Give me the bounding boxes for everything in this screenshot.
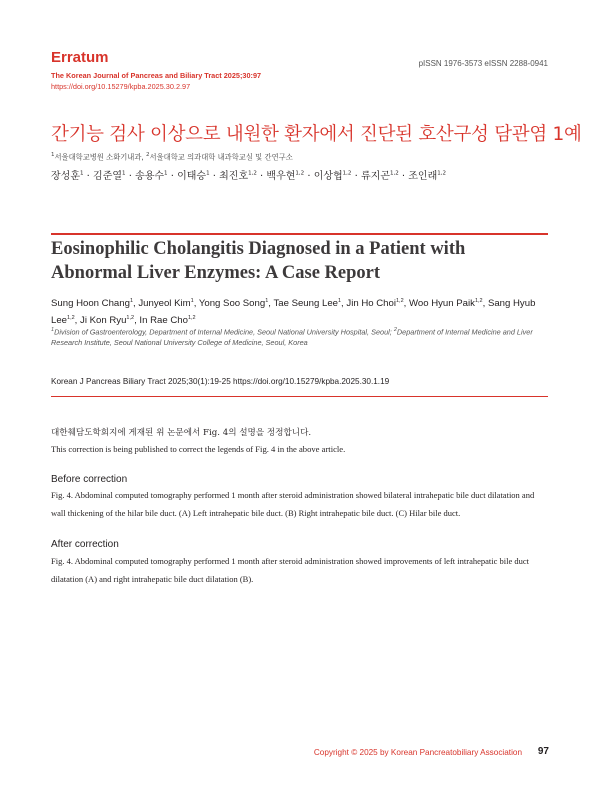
affiliation-sup: 1 bbox=[51, 152, 55, 158]
author-affiliation-sup: 1,2 bbox=[126, 315, 135, 322]
original-article-citation: Korean J Pancreas Biliary Tract 2025;30(1):19-25 https://doi.org/10.15279/kpba.2025.30.1.19 bbox=[51, 377, 390, 386]
author-name: 송용수 bbox=[135, 171, 165, 182]
page-number: 97 bbox=[537, 746, 549, 757]
author-name: 백우현 bbox=[266, 171, 296, 182]
author-name: Jin Ho Choi bbox=[346, 298, 396, 310]
before-correction-text: Fig. 4. Abdominal computed tomography performed 1 month after steroid administration showed bilateral intrahepatic bile duct dilatation and wall thickening of the hilar bile duct. (A) Left intrahepatic bile duct. (B) Right intrahepatic bile duct. (C) Hilar bile duct. bbox=[51, 490, 535, 518]
author-affiliation-sup: 1 bbox=[337, 298, 342, 304]
author-name: Tae Seung Lee bbox=[273, 298, 338, 310]
author-name: 장성훈 bbox=[51, 171, 80, 182]
author-affiliation-sup: 1,2 bbox=[187, 315, 196, 322]
korean-authors: 장성훈$^1$ · 김준열$^1$ · 송용수$^1$ · 이태승$^1$ · 최진호$^{1,2}$ · 백우현$^{1,2}$ · 이상협$^{1,2}$ · 류지곤$^{1,2}$ · 조인래$^{1,2}$ bbox=[51, 170, 446, 182]
affiliation-sup: 2 bbox=[146, 152, 150, 158]
english-authors: Sung Hoon Chang$^1$, Junyeol Kim$^1$, Yong Soo Song$^1$, Tae Seung Lee$^1$, Jin Ho Choi$^{1,2}$, Woo Hyun Paik$^{1,2}$, Sang Hyub Lee$^{1,2}$, Ji Kon Ryu$^{1,2}$, In Rae Cho$^{1,2}$ bbox=[51, 298, 536, 327]
author-name: Yong Soo Song bbox=[198, 298, 266, 310]
intro-korean: 대한췌담도학회지에 게재된 위 논문에서 Fig. 4의 설명을 정정합니다. bbox=[51, 428, 312, 438]
author-affiliation-sup: 1 bbox=[265, 298, 269, 304]
author-affiliation-sup: 1,2 bbox=[395, 298, 404, 304]
before-correction-heading: Before correction bbox=[51, 474, 128, 485]
author-name: 이태승 bbox=[177, 171, 207, 182]
author-affiliation-sup: 1 bbox=[190, 298, 194, 304]
author-name: Ji Kon Ryu bbox=[80, 315, 127, 327]
author-name: 류지곤 bbox=[360, 171, 390, 182]
author-affiliation-sup: 1,2 bbox=[389, 170, 399, 177]
author-name: Woo Hyun Paik bbox=[408, 298, 475, 310]
author-name: 이상협 bbox=[313, 171, 343, 182]
author-affiliation-sup: 1,2 bbox=[474, 298, 483, 304]
english-affiliations bbox=[51, 325, 548, 348]
author-affiliation-sup: 1,2 bbox=[67, 315, 75, 322]
author-affiliation-sup: 1,2 bbox=[295, 170, 305, 177]
section-label: Erratum bbox=[51, 49, 109, 66]
author-affiliation-sup: 1,2 bbox=[437, 170, 446, 177]
author-name: Sang Hyub Lee bbox=[51, 298, 536, 327]
author-affiliation-sup: 1 bbox=[164, 170, 168, 177]
after-correction-heading: After correction bbox=[51, 539, 119, 550]
citation-divider bbox=[51, 396, 548, 397]
copyright-notice: Copyright © 2025 by Korean Pancreatobiliary Association bbox=[313, 748, 522, 757]
english-affiliation-1: Division of Gastroenterology, Department of Internal Medicine, Seoul National University Hospital, Seoul; bbox=[54, 327, 394, 337]
author-name: 조인래 bbox=[408, 171, 438, 182]
after-correction-text: Fig. 4. Abdominal computed tomography performed 1 month after steroid administration showed improvements of left intrahepatic bile duct dilatation (A) and right intrahepatic bile duct dilatation (B). bbox=[51, 556, 530, 584]
korean-affiliations bbox=[51, 152, 293, 162]
author-affiliation-sup: 1 bbox=[122, 170, 126, 177]
affiliation-sup: 2 bbox=[393, 327, 397, 333]
author-affiliation-sup: 1,2 bbox=[342, 170, 352, 177]
author-name: 김준열 bbox=[93, 171, 123, 182]
author-name: 최진호 bbox=[219, 171, 249, 182]
author-name: Sung Hoon Chang bbox=[51, 298, 130, 310]
korean-affiliation-2: 서울대학교 의과대학 내과학교실 및 간연구소 bbox=[149, 152, 293, 162]
intro-english: This correction is being published to correct the legends of Fig. 4 in the above article. bbox=[51, 444, 346, 454]
author-name: In Rae Cho bbox=[139, 315, 188, 327]
doi-link[interactable]: https://doi.org/10.15279/kpba.2025.30.2.97 bbox=[51, 82, 191, 91]
affiliation-sup: 1 bbox=[51, 327, 55, 333]
author-name: Junyeol Kim bbox=[138, 298, 191, 310]
journal-citation-line: The Korean Journal of Pancreas and Biliary Tract 2025;30:97 bbox=[51, 71, 262, 80]
korean-title: 간기능 검사 이상으로 내원한 환자에서 진단된 호산구성 담관염 1예 bbox=[51, 124, 582, 145]
author-affiliation-sup: 1 bbox=[129, 298, 134, 304]
english-affiliation-2: Department of Internal Medicine and Liver Research Institute, Seoul National University College of Medicine, Seoul, Korea bbox=[51, 327, 533, 348]
author-affiliation-sup: 1 bbox=[206, 170, 210, 177]
english-title: Eosinophilic Cholangitis Diagnosed in a Patient with Abnormal Liver Enzymes: A Case Report bbox=[51, 239, 466, 283]
author-affiliation-sup: 1 bbox=[79, 170, 84, 177]
korean-affiliation-1: 서울대학교병원 소화기내과, bbox=[54, 152, 147, 162]
title-divider bbox=[51, 233, 548, 235]
author-affiliation-sup: 1,2 bbox=[248, 170, 257, 177]
issn-info: pISSN 1976-3573 eISSN 2288-0941 bbox=[418, 59, 548, 68]
